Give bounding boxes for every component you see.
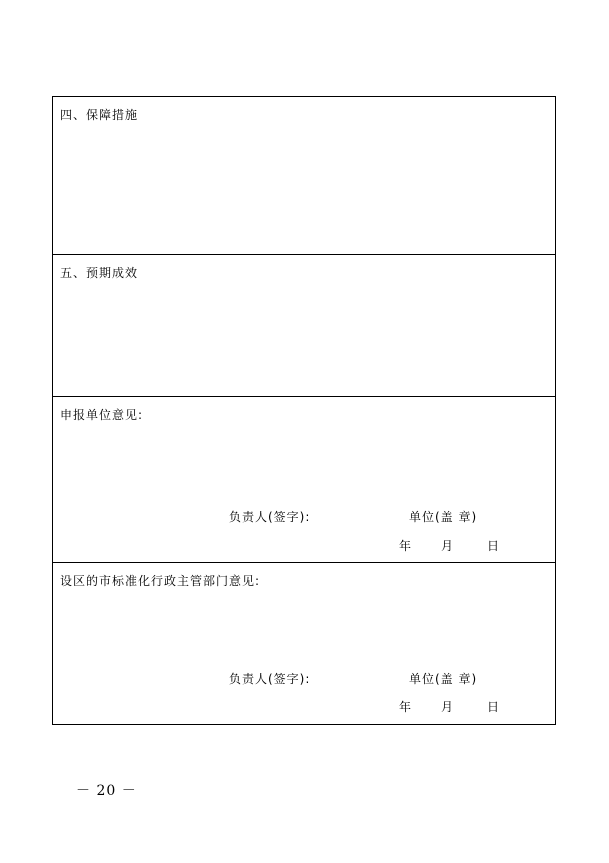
date-year-label: 年 bbox=[399, 539, 412, 553]
signature-label: 负责人(签字): bbox=[229, 672, 311, 686]
section-title: 申报单位意见: bbox=[60, 408, 144, 422]
section-title: 四、保障措施 bbox=[60, 108, 139, 122]
page-number: － 20 － bbox=[76, 783, 137, 799]
applicant-opinion-section bbox=[53, 397, 555, 563]
opinion-form-table bbox=[52, 96, 556, 725]
authority-opinion-section bbox=[53, 563, 555, 726]
date-day-label: 日 bbox=[487, 700, 500, 714]
date-month-label: 月 bbox=[441, 539, 454, 553]
safeguard-measures-section bbox=[53, 97, 555, 255]
date-day-label: 日 bbox=[487, 539, 500, 553]
seal-label: 单位(盖 章) bbox=[409, 672, 478, 686]
signature-label: 负责人(签字): bbox=[229, 510, 311, 524]
date-row bbox=[399, 698, 499, 715]
date-row bbox=[399, 537, 499, 554]
expected-results-section bbox=[53, 255, 555, 397]
seal-label: 单位(盖 章) bbox=[409, 510, 478, 524]
date-year-label: 年 bbox=[399, 700, 412, 714]
section-title: 五、预期成效 bbox=[60, 266, 139, 280]
date-month-label: 月 bbox=[441, 700, 454, 714]
section-title: 设区的市标准化行政主管部门意见: bbox=[60, 574, 261, 588]
